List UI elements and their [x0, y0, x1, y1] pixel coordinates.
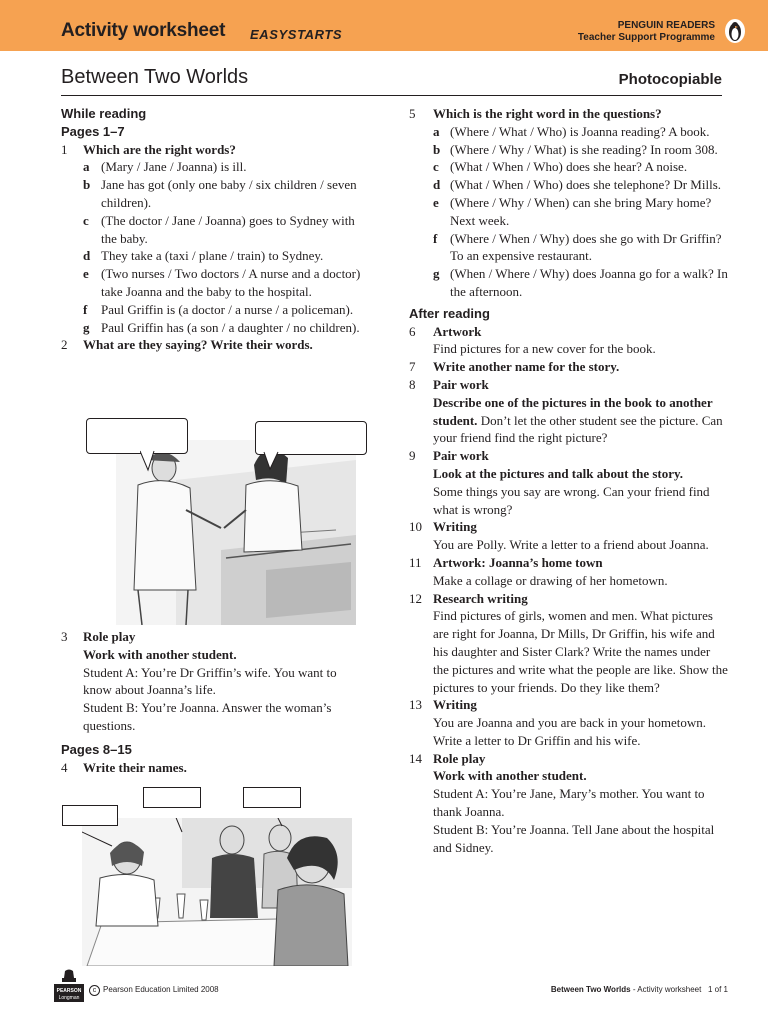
question-number: 1	[61, 141, 68, 157]
publisher-programme: Teacher Support Programme	[577, 32, 715, 43]
item-letter: g	[433, 266, 440, 282]
item-text: (When / Where / Why) does Joanna go for a walk? In the afternoon.	[450, 266, 728, 299]
item-1a	[61, 158, 361, 176]
question-number: 9	[409, 448, 416, 464]
question-number: 7	[409, 359, 416, 375]
footer-page-info	[551, 985, 728, 994]
item-letter: d	[83, 248, 91, 264]
question-number: 3	[61, 629, 68, 644]
instruction: Work with another student.	[83, 646, 237, 662]
item-5d	[409, 176, 729, 194]
item-letter: f	[433, 230, 438, 246]
question-heading: Which are the right words?	[83, 141, 236, 157]
svg-text:PEARSON: PEARSON	[56, 988, 82, 994]
student-a-text: Student A: You’re Jane, Mary’s mother. You want to thank Joanna.	[433, 786, 705, 820]
question-heading: Which is the right word in the questions?	[433, 106, 662, 121]
item-text: (Where / What / Who) is Joanna reading? A book.	[450, 123, 710, 139]
photocopiable-label: Photocopiable	[618, 71, 722, 88]
question-14	[409, 750, 729, 768]
question-heading: Writing	[433, 519, 477, 535]
item-letter: a	[433, 123, 440, 139]
section-pages-8-15: Pages 8–15	[61, 741, 132, 757]
footer-book-title: Between Two Worlds	[550, 985, 631, 994]
question-number: 14	[409, 750, 422, 766]
item-text: (The doctor / Jane / Joanna) goes to Sydney with the baby.	[101, 212, 355, 246]
item-letter: c	[83, 212, 89, 228]
item-letter: e	[83, 266, 89, 282]
question-number: 2	[61, 337, 68, 353]
section-while-reading: While reading	[61, 106, 147, 121]
series-name: EASYSTARTS	[250, 27, 343, 42]
question-6	[409, 323, 729, 341]
left-column	[61, 105, 361, 354]
bubble-tail-left	[140, 450, 160, 472]
item-5b	[409, 141, 729, 159]
question-heading: Research writing	[433, 590, 528, 606]
question-3-sub	[61, 646, 361, 664]
question-12	[409, 590, 729, 608]
question-9-instruction	[409, 465, 729, 483]
item-letter: c	[433, 159, 439, 175]
question-number: 13	[409, 697, 422, 713]
name-box-2[interactable]	[143, 787, 201, 808]
instruction: Look at the pictures and talk about the story.	[433, 465, 684, 481]
question-4	[61, 759, 361, 777]
item-text: (Where / Why / When) can she bring Mary home? Next week.	[450, 194, 712, 228]
item-1e	[61, 265, 361, 301]
body-text: Don’t let the other student see the picture. Can your friend find the right picture?	[433, 412, 723, 446]
item-5g	[409, 265, 729, 301]
item-text: Paul Griffin is (a doctor / a nurse / a policeman).	[101, 301, 354, 317]
book-title: Between Two Worlds	[61, 66, 249, 88]
item-5c	[409, 158, 729, 176]
copyright-label: Pearson Education Limited 2008	[103, 985, 219, 994]
question-number: 6	[409, 323, 416, 339]
item-text: Jane has got (only one baby / six children / seven children).	[101, 177, 357, 210]
question-heading: Role play	[83, 629, 136, 644]
illustration-restaurant-table	[82, 818, 352, 966]
item-text: (Two nurses / Two doctors / A nurse and a doctor) take Joanna and the baby to the hospital.	[101, 266, 361, 299]
item-letter: a	[83, 159, 90, 175]
question-heading: Pair work	[433, 448, 489, 464]
question-heading: Artwork	[433, 323, 482, 339]
svg-text:Longman: Longman	[58, 995, 80, 1001]
item-letter: g	[83, 319, 90, 335]
speech-bubble-left[interactable]	[86, 418, 188, 454]
worksheet-title: Activity worksheet	[61, 20, 226, 41]
question-13	[409, 696, 729, 714]
question-6-body: Find pictures for a new cover for the book.	[433, 341, 656, 357]
item-text: (Where / When / Why) does she go with Dr Griffin? To an expensive restaurant.	[450, 230, 722, 264]
item-1d	[61, 247, 361, 265]
question-10-body: You are Polly. Write a letter to a friend about Joanna.	[433, 537, 709, 553]
item-1g	[61, 319, 361, 337]
question-number: 11	[409, 554, 422, 570]
item-letter: d	[433, 177, 441, 193]
item-letter: b	[433, 141, 441, 157]
item-text: (What / When / Who) does she hear? A noise.	[450, 159, 688, 175]
item-letter: e	[433, 194, 439, 210]
question-heading: Role play	[433, 750, 486, 766]
bubble-tail-right	[262, 451, 282, 471]
instruction: Describe one of the pictures in the book to another student.	[433, 394, 713, 428]
item-text: (What / When / Who) does she telephone? Dr Mills.	[450, 177, 722, 193]
question-heading: Write their names.	[83, 759, 187, 775]
pearson-logo-icon	[54, 968, 84, 1002]
question-heading: What are they saying? Write their words.	[83, 337, 313, 353]
item-text: They take a (taxi / plane / train) to Sydney.	[101, 248, 324, 264]
question-14-instruction	[409, 767, 729, 785]
instruction: Work with another student.	[433, 768, 587, 784]
question-1	[61, 141, 361, 159]
item-5f	[409, 230, 729, 266]
question-number: 10	[409, 519, 422, 535]
question-heading: Pair work	[433, 376, 489, 392]
question-11	[409, 554, 729, 572]
question-10	[409, 518, 729, 536]
name-box-3[interactable]	[243, 787, 301, 808]
question-heading: Artwork: Joanna’s home town	[433, 554, 603, 570]
publisher-name: PENGUIN READERS	[617, 20, 715, 31]
page-number: 1 of 1	[707, 985, 728, 994]
item-1f	[61, 301, 361, 319]
question-13-body: You are Joanna and you are back in your hometown. Write a letter to Dr Griffin and his wife.	[433, 715, 707, 748]
copyright-icon: c	[89, 985, 100, 996]
penguin-logo-icon	[724, 18, 746, 44]
item-5a	[409, 123, 729, 141]
item-text: (Mary / Jane / Joanna) is ill.	[101, 159, 247, 175]
right-column	[409, 105, 729, 856]
name-box-1[interactable]	[62, 805, 118, 826]
question-number: 12	[409, 590, 422, 606]
left-column-lower	[61, 628, 361, 776]
item-1c	[61, 212, 361, 248]
question-9	[409, 447, 729, 465]
student-b-text: Student B: You’re Joanna. Tell Jane about the hospital and Sidney.	[433, 821, 715, 855]
item-1b	[61, 176, 361, 212]
item-5e	[409, 194, 729, 230]
item-letter: f	[83, 301, 88, 317]
question-2	[61, 336, 361, 354]
item-text: Paul Griffin has (a son / a daughter / no children).	[101, 319, 360, 335]
question-heading: Writing	[433, 697, 477, 713]
question-number: 5	[409, 106, 416, 121]
footer-suffix: - Activity worksheet	[630, 985, 702, 994]
question-11-body: Make a collage or drawing of her hometown.	[433, 572, 668, 588]
item-text: (Where / Why / What) is she reading? In room 308.	[450, 141, 718, 157]
question-5	[409, 105, 729, 123]
student-b-text: Student B: You’re Joanna. Answer the woman’s questions.	[83, 700, 332, 733]
section-after-reading: After reading	[409, 305, 490, 321]
question-3	[61, 628, 361, 646]
question-12-body: Find pictures of girls, women and men. What pictures are right for Joanna, Dr Mills, Dr Griffin, his wife and his daughter and Sister Clark? Write the names under the pictures and write what the people are like. Show the pictures to your friends. Do they like them?	[433, 608, 728, 695]
question-number: 4	[61, 759, 68, 775]
header-rule	[61, 95, 722, 96]
question-8-body	[409, 394, 729, 447]
question-heading: Write another name for the story.	[433, 359, 620, 375]
question-8	[409, 376, 729, 394]
question-number: 8	[409, 376, 416, 392]
section-pages-1-7: Pages 1–7	[61, 123, 125, 139]
question-9-body: Some things you say are wrong. Can your friend find what is wrong?	[433, 483, 710, 517]
speech-bubble-right[interactable]	[255, 421, 367, 455]
student-a-text: Student A: You’re Dr Griffin’s wife. You want to know about Joanna’s life.	[83, 664, 337, 698]
item-letter: b	[83, 177, 91, 193]
copyright-text	[89, 985, 219, 996]
question-7	[409, 358, 729, 376]
